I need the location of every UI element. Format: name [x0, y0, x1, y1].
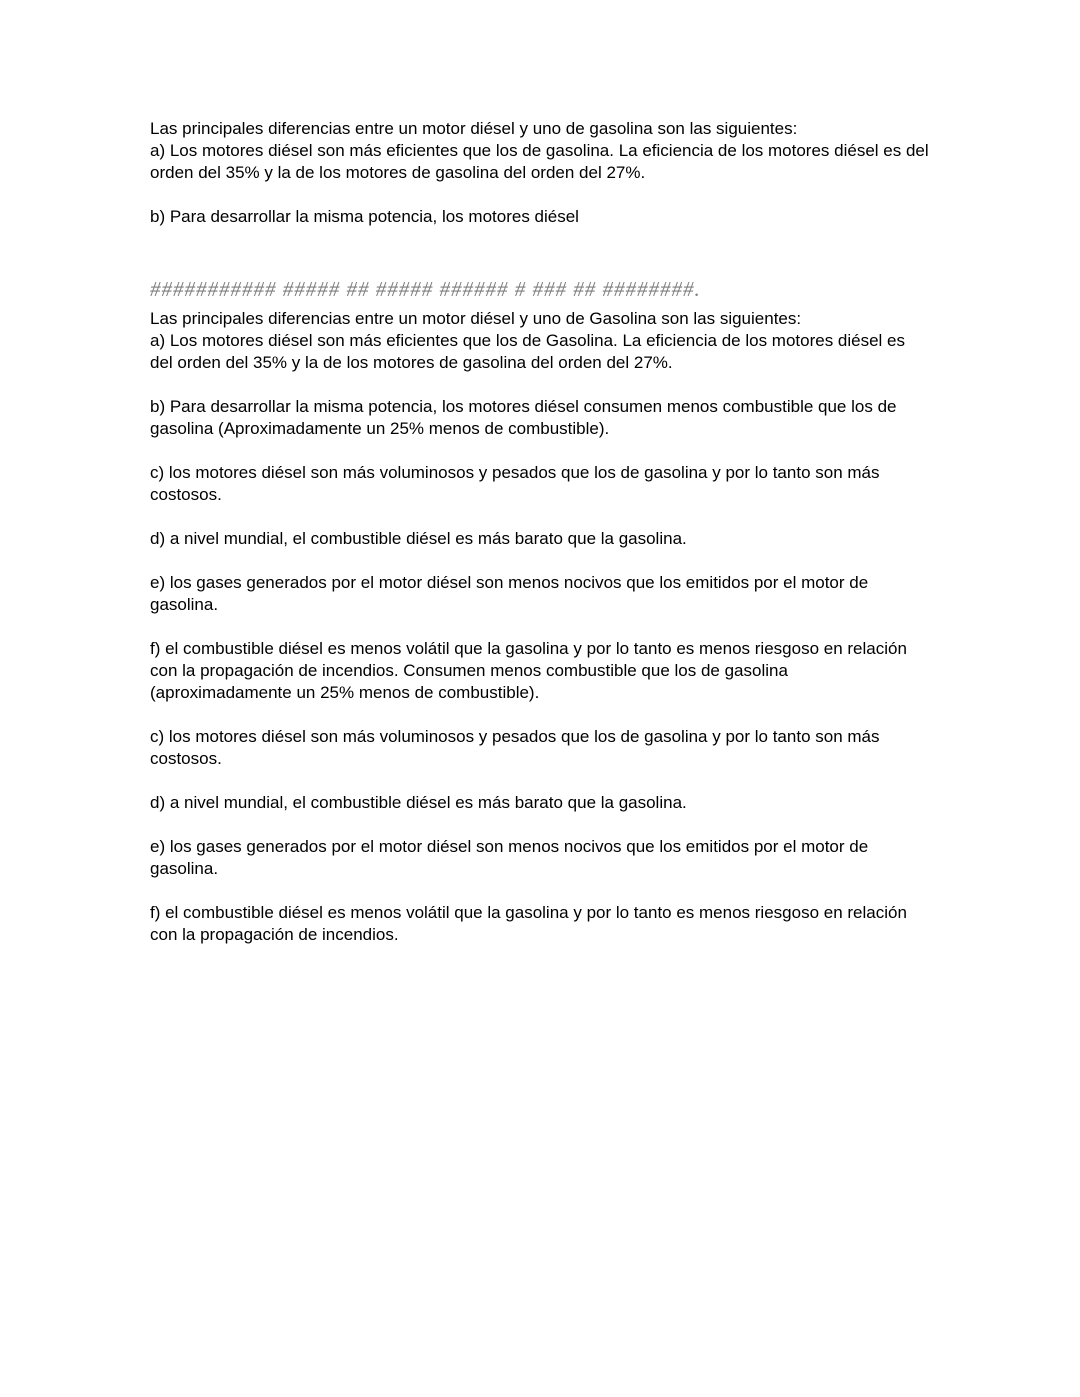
- paragraph-item-b-1: b) Para desarrollar la misma potencia, los motores diésel: [150, 207, 579, 226]
- paragraph-item-c-1: c) los motores diésel son más voluminosos y pesados que los de gasolina y por lo tanto son más costosos.: [150, 463, 880, 504]
- paragraph-intro-1: Las principales diferencias entre un motor diésel y uno de gasolina son las siguientes:: [150, 119, 798, 138]
- paragraph-item-a-1: a) Los motores diésel son más eficientes que los de gasolina. La eficiencia de los motores diésel es del orden del 35% y la de los motores de gasolina del orden del 27%.: [150, 141, 929, 182]
- paragraph-item-d-2: d) a nivel mundial, el combustible diésel es más barato que la gasolina.: [150, 793, 687, 812]
- paragraph-item-e-1: e) los gases generados por el motor diésel son menos nocivos que los emitidos por el motor de gasolina.: [150, 573, 869, 614]
- paragraph-item-a-2: a) Los motores diésel son más eficientes que los de Gasolina. La eficiencia de los motores diésel es del orden del 35% y la de los motores de gasolina del orden del 27%.: [150, 331, 906, 372]
- document-body: [150, 118, 932, 946]
- paragraph-item-e-2: e) los gases generados por el motor diésel son menos nocivos que los emitidos por el motor de gasolina.: [150, 837, 869, 878]
- paragraph-item-c-2: c) los motores diésel son más voluminosos y pesados que los de gasolina y por lo tanto son más costosos.: [150, 727, 880, 768]
- paragraph-item-d-1: d) a nivel mundial, el combustible diésel es más barato que la gasolina.: [150, 529, 687, 548]
- redacted-text: ########### ##### ## ##### ###### # ### ## ########.: [150, 277, 701, 301]
- paragraph-intro-2: Las principales diferencias entre un motor diésel y uno de Gasolina son las siguientes:: [150, 309, 802, 328]
- paragraph-item-f-1: f) el combustible diésel es menos volátil que la gasolina y por lo tanto es menos riesgoso en relación con la propagación de incendios. Consumen menos combustible que los de gasolina (aproximadamente un 25% menos de combustible).: [150, 639, 907, 702]
- paragraph-item-f-2: f) el combustible diésel es menos volátil que la gasolina y por lo tanto es menos riesgoso en relación con la propagación de incendios.: [150, 903, 907, 944]
- paragraph-item-b-2: b) Para desarrollar la misma potencia, los motores diésel consumen menos combustible que los de gasolina (Aproximadamente un 25% menos de combustible).: [150, 397, 897, 438]
